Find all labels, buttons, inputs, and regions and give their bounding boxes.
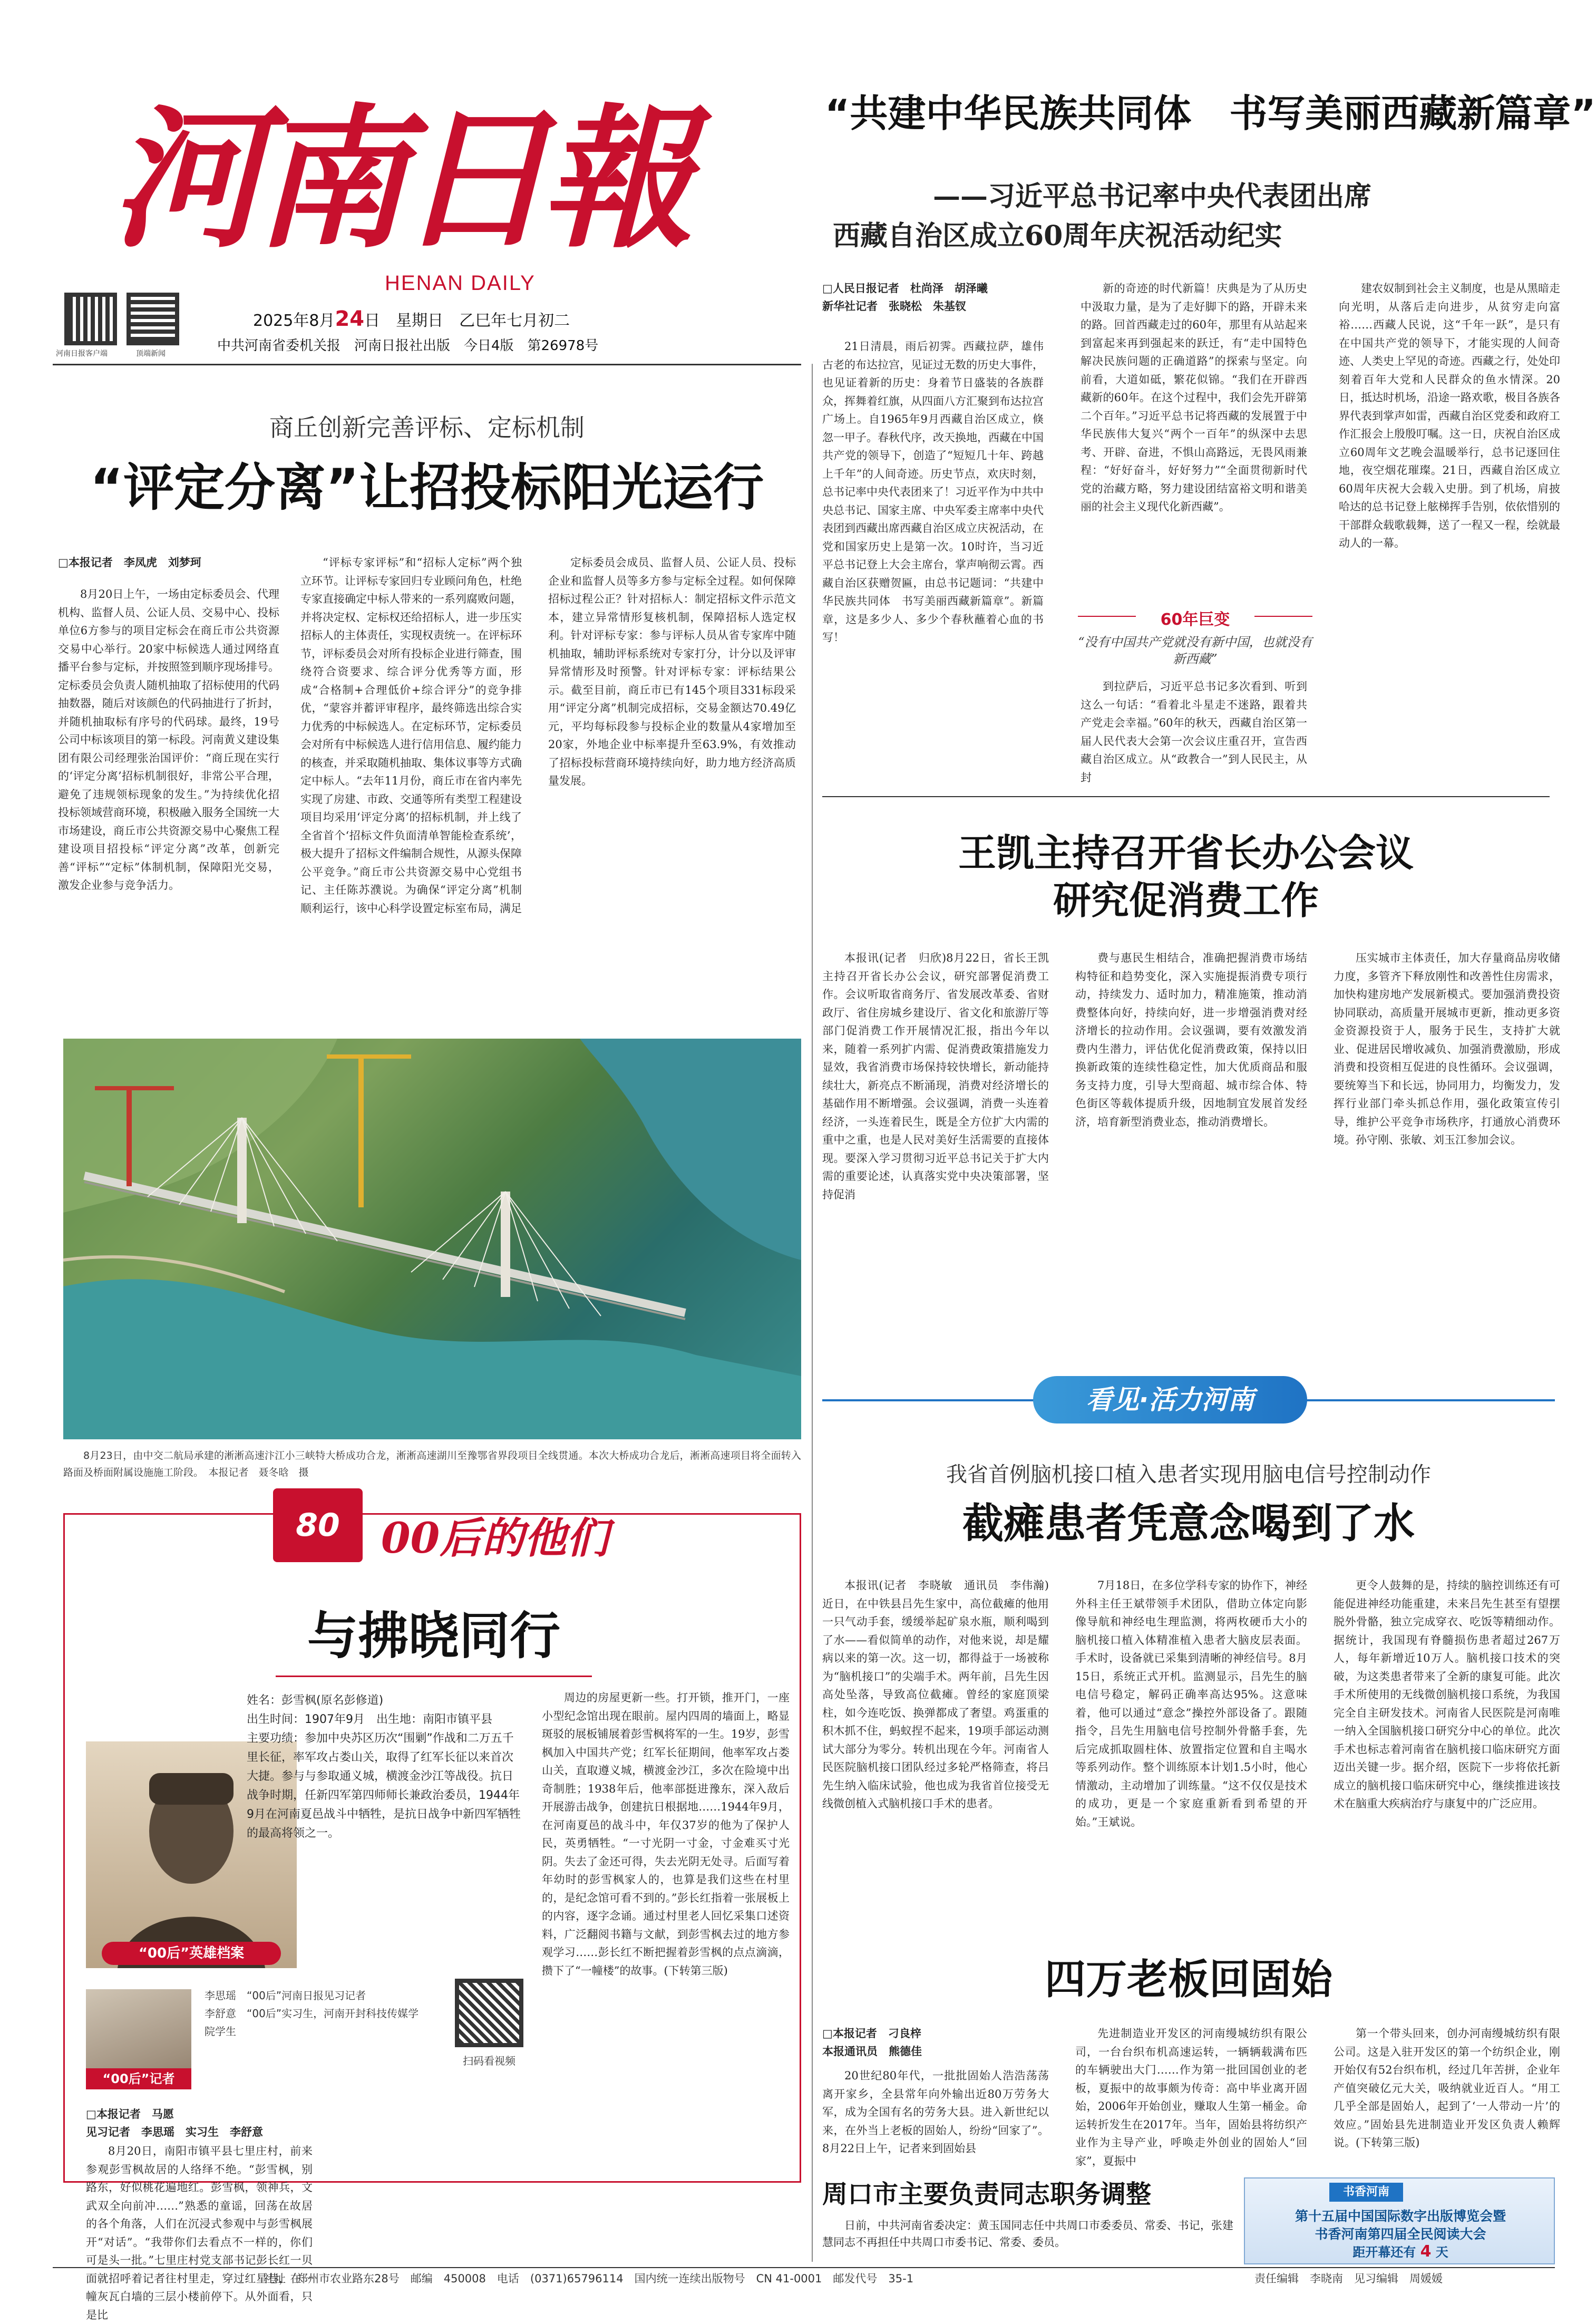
lead-col-2b: 到拉萨后，习近平总书记多次看到、听到这么一句话：“看着北斗星走不迷路，跟着共产党走会幸福。”60年的秋天，西藏自治区第一届人民代表大会第一次会议庄重召开，宣告西藏自治区成立。从“政教合一”到人民民主，从封	[1081, 680, 1307, 784]
laoban-col-2: 先进制造业开发区的河南缦城纺织有限公司，一台台织布机高速运转，一辆辆载满布匹的车辆驶出大门……作为第一批回国创业的老板，夏振中的故事颇为传奇：高中毕业离开固始，2006年开始创业，赚取人生第一桶金。命运转折发生在2017年。当年，固始县将纺织产业作为主导产业，呼唤走外创业的固始人“回家”，夏振中	[1075, 2027, 1307, 2167]
portrait-label: “00后”英雄档案	[102, 1942, 281, 1965]
shangqiu-col-3: 定标委员会成员、监督人员、公证人员、投标企业和监督人员等多方参与定标全过程。如何保障招标过程公正？针对招标人：制定招标文件示范文本，建立异常情形复核机制，保障招标人选定权利。针对评标专家：参与评标人员从省专家库中随机抽取，辅助评标系统对专家打分，计分以及评审异常情形及时预警。针对评标专家：评标结果公示。截至目前，商丘市已有145个项目331标段采用“评定分离”机制完成招标，交易金额达70.49亿元，平均每标段参与投标企业的数量从4家增加至20家，外地企业中标率提升至63.9%，有效推动了招标投标营商环境持续向好，助力地方经济高质量发展。	[548, 556, 796, 787]
book-fair-ad[interactable]	[1244, 2177, 1555, 2264]
shangqiu-kicker: 商丘创新完善评标、定标机制	[269, 413, 585, 442]
vertical-divider-main	[812, 364, 813, 2262]
crane-left	[126, 1086, 132, 1186]
ad-line-1: 第十五届中国国际数字出版博览会暨	[1295, 2209, 1506, 2224]
lead-rule-bottom	[822, 796, 1550, 797]
river-water	[63, 1279, 801, 1439]
lead-col-2: 新的奇迹的时代新篇！庆典是为了从历史中汲取力量，是为了走好脚下的路，开辟未来的路。回首西藏走过的60年，那里有从站起来到富起来再到强起来的跃迁，有“走中国特色解决民族问题的正确道路”的探索与坚定。向前看，大道如砥，繁花似锦。“我们在开辟西藏新的60年。在这个过程中，我们会先开辟第二个百年。”习近平总书记将西藏的发展置于中华民族伟大复兴“两个一百年”的纵深中去思考、开辟、奋进，不惧山高路远，无畏风雨兼程：“好好奋斗，好好努力”“全面贯彻新时代党的治藏方略，努力建设团结富裕文明和谐美丽的社会主义现代化新西藏”。	[1081, 282, 1307, 513]
shangqiu-byline: □本报记者 李凤虎 刘梦珂	[58, 556, 201, 569]
hou00-col-2: 周边的房屋更新一些。打开锁，推开门，一座小型纪念馆出现在眼前。屋内四周的墙面上，略显斑驳的展板铺展着彭雪枫将军的一生。19岁，彭雪枫加入中国共产党；红军长征期间，他率军攻占娄山关，直取遵义城，横渡金沙江，多次在险境中出奇制胜；1938年后，他率部挺进豫东，深入敌后开展游击战争，创建抗日根据地……1944年9月，在河南夏邑的战斗中，年仅37岁的他为了保护人民，英勇牺牲。“一寸光阴一寸金，寸金难买寸光阴。失去了金还可得，失去光阴无处寻。后面写着年幼时的彭雪枫家人的，也算是我们这些在村里的，是纪念馆可看不到的。”彭长红指着一张展板上的内容，逐字念诵。通过村里老人回忆采集口述资料，广泛翻阅书籍与文献，到彭雪枫去过的地方参观学习……彭长红不断把握着彭雪枫的点点滴滴，攒下了“一幢楼”的故事。(下转第三版)	[542, 1691, 790, 1977]
meeting-col-1: 本报讯(记者 归欣)8月22日，省长王凯主持召开省长办公会议，研究部署促消费工作。会议听取省商务厅、省发展改革委、省财政厅、省住房城乡建设厅、省文化和旅游厅等部门促消费工作开展情况汇报，指出今年以来，随着一系列扩内需、促消费政策措施发力显效，我省消费市场保持较快增长，新动能持续壮大，新亮点不断涌现，消费对经济增长的基础作用不断增强。会议强调，消费一头连着经济，一头连着民生，既是全方位扩大内需的重中之重，也是人民对美好生活需要的直接体现。要深入学习贯彻习近平总书记关于扩大内需的重要论述，认真落实党中央决策部署，坚持促消	[822, 952, 1049, 1201]
huoli-title[interactable]: 截瘫患者凭意念喝到了水	[962, 1500, 1415, 1547]
publisher-line: 中共河南省委机关报 河南日报社出版 今日4版 第26978号	[217, 338, 599, 354]
qr-code-news[interactable]	[126, 293, 179, 345]
box-title: 60年巨变	[1160, 611, 1230, 629]
qr-caption-news: 顶端新闻	[136, 350, 166, 358]
hou00-byline: □本报记者 马愿 见习记者 李思瑶 实习生 李舒意	[86, 2108, 263, 2138]
zhoukou-body: 日前，中共河南省委决定：黄玉国同志任中共周口市委委员、常委、书记，张建慧同志不再担任中共周口市委书记、常委、委员。	[822, 2219, 1233, 2249]
zhoukou-title[interactable]: 周口市主要负责同志职务调整	[822, 2180, 1152, 2209]
hou00-title[interactable]: 与拂晓同行	[307, 1606, 560, 1665]
huoli-col-2: 7月18日，在多位学科专家的协作下，神经外科主任王斌带领手术团队，借助立体定向影像导航和神经电生理监测，将两枚硬币大小的脑机接口植入体精准植入患者大脑皮层表面。手术时，设备就已采集到清晰的神经信号。8月15日，系统正式开机。监测显示，吕先生的脑电信号稳定，解码正确率高达95%。这意味着，他可以通过“意念”操控外部设备了。跟随指令，吕先生用脑电信号控制外骨骼手套，先后完成抓取圆柱体、放置指定位置和自主喝水等系列动作。整个训练原本计划1.5小时，他心情激动，主动增加了训练量。“这不仅仅是技术的成功，更是一个家庭重新看到希望的开始。”王斌说。	[1075, 1579, 1307, 1828]
bridge-tower-left	[237, 1118, 247, 1223]
shangqiu-title[interactable]: “评定分离”让招投标阳光运行	[90, 458, 764, 517]
ad-countdown-days: 4	[1420, 2242, 1432, 2261]
author-intro: 李思瑶 “00后”河南日报见习记者 李舒意 “00后”实习生，河南开封科技传媒学院学生	[205, 1989, 419, 2038]
date-suffix: 日 星期日 乙巳年七月初二	[364, 312, 570, 330]
photo-scene	[63, 1039, 801, 1439]
lead-headline[interactable]: “共建中华民族共同体 书写美丽西藏新篇章”	[825, 91, 1596, 135]
shangqiu-col-2: “评标专家评标”和“招标人定标”两个独立环节。让评标专家回归专业顾问角色，杜绝专家直接确定中标人带来的一系列腐败问题，并将决定权、定标权还给招标人，进一步压实招标人的主体责任，实现权责统一。在评标环节，评标委员会对所有投标企业进行筛查，围绕符合资要求、综合评分优秀等方面，形成“合格制+合理低价+综合评分”的竞争排优，“蒙容并蓄评审程序，最终筛选出综合实力优秀的中标候选人。在定标环节，定标委员会对所有中标候选人进行信用信息、履约能力的核查，并采取随机抽取、集体议事等方式确定中标人。“去年11月份，商丘市在省内率先实现了房建、市政、交通等所有类型工程建设项目均采用‘评定分离’的招标机制，并上线了全省首个‘招标文件负面清单智能检查系统’，极大提升了招标文件编制合规性，从源头保障公平竞争。”商丘市公共资源交易中心党组书记、主任陈苏濮说。为确保“评定分离”机制顺利运行，该中心科学设置定标室布局，满足	[300, 556, 522, 915]
meeting-title-2: 研究促消费工作	[1053, 878, 1319, 923]
footer-left: 社址 郑州市农业路东28号 邮编 450008 电话 (0371)65796114 国内统一连续出版物号 CN 41-0001 邮发代号 35-1	[264, 2272, 914, 2285]
shangqiu-col-1: 8月20日上午，一场由定标委员会、代理机构、监督人员、公证人员、交易中心、投标单位6方参与的项目定标会在商丘市公共资源交易中心举行。20家中标候选人通过网络直播平台参与定标，并按照签到顺序现场排号。定标委员会负责人随机抽取了招标使用的代码抽数器，随后对该颜色的代码抽进行了折封，并随机抽取标有序号的代码球。最终，19号公司中标该项目的第一标段。河南黄义建设集团有限公司经理张治国评价：“商丘现在实行的‘评定分离’招标机制很好，非常公平合理，避免了违规领标现象的发生。”为持续优化招投标领域营商环境，积极融入服务全国统一大市场建设，商丘市公共资源交易中心聚焦工程建设项目招投标“评定分离”改革，创新完善“评标”“定标”体制机制，保障阳光交易，激发企业参与竞争活力。	[58, 588, 279, 892]
crane-right-arm	[327, 1054, 411, 1059]
date-prefix: 2025年8月	[253, 312, 335, 330]
logo: 河南日報	[111, 90, 684, 269]
footer-rule	[53, 2267, 1555, 2268]
lead-col-3: 建农奴制到社会主义制度，也是从黑暗走向光明，从落后走向进步，从贫穷走向富裕……西藏人民说，这“千年一跃”，是只有在中国共产党的领导下，才能实现的人间奇迹、人类史上罕见的奇迹。西藏之行，处处印刻着百年大党和人民群众的鱼水情深。20日，抵达时机场，沿途一路欢歌，极目各族各界代表到掌声如雷，西藏自治区党委和政府工作汇报会上殷殷叮嘱。这一日，庆祝自治区成立60周年文艺晚会温暖举行，总书记逐回住地，夜空烟花璀璨。21日，西藏自治区成立60周年庆祝大会载入史册。到了机场，肩披哈达的总书记登上舷梯挥手告别，依依惜别的干部群众载歌载舞，送了一程又一程，绘就最动人的一幕。	[1339, 282, 1560, 549]
video-qr-caption: 扫码看视频	[463, 2055, 515, 2067]
bridge-photo[interactable]	[63, 1039, 801, 1439]
lead-subtitle-1: ——习近平总书记率中央代表团出席	[933, 180, 1372, 212]
box-rule-right	[1254, 616, 1312, 617]
lake-right	[580, 1039, 801, 1260]
hou00-badge: 80	[273, 1488, 363, 1562]
lead-col-1: 21日清晨，雨后初霁。西藏拉萨，雄伟古老的布达拉宫，见证过无数的历史大事件，也见证着新的历史：身着节日盛装的各族群众，挥舞着红旗，从四面八方汇聚到布达拉宫广场上。自1965年9月西藏自治区成立，倏忽一甲子。春秋代序，改天换地，西藏在中国共产党的领导下，创造了“短短几十年、跨越上千年”的人间奇迹。历史节点，欢庆时刻，总书记率中央代表团来了！习近平作为中共中央总书记、国家主席、中央军委主席率中央代表团到西藏出席西藏自治区成立庆祝活动，在党和国家历史上是第一次。10时许，当习近平总书记登上大会主席台，掌声响彻云霄。西藏自治区获赠贺匾，由总书记题词：“共建中华民族共同体 书写美丽西藏新篇章”。新篇章，这是多少人、多少个春秋蘸着心血的书写！	[822, 340, 1044, 644]
box-rule-left	[1078, 616, 1136, 617]
hou00-tag: 00后的他们	[381, 1513, 609, 1563]
sixty-years-box	[1078, 606, 1312, 670]
masthead	[53, 63, 817, 359]
lead-subtitle-2: 西藏自治区成立60周年庆祝活动纪实	[833, 220, 1282, 252]
laoban-byline: □本报记者 刁良梓 本报通讯员 熊德佳	[822, 2027, 922, 2058]
ad-line-2: 书香河南第四届全民阅读大会	[1315, 2226, 1486, 2242]
huoli-col-3: 更令人鼓舞的是，持续的脑控训练还有可能促进神经功能重建，未来吕先生甚至有望摆脱外骨骼，独立完成穿衣、吃饭等精细动作。据统计，我国现有脊髓损伤患者超过267万人，每年新增近10万人。脑机接口技术的突破，为这类患者带来了全新的康复可能。此次手术所使用的无线微创脑机接口系统，为我国完全自主研发技术。河南省人民医院是河南唯一纳入全国脑机接口研究分中心的单位。此次手术也标志着河南省在脑机接口临床研究方面迈出关键一步。据介绍，医院下一步将依托新成立的脑机接口临床研究中心，继续推进该技术在脑重大疾病治疗与康复中的广泛应用。	[1334, 1579, 1560, 1810]
huoli-banner[interactable]: 看见·活力河南	[1033, 1376, 1307, 1424]
author-photo	[86, 1989, 191, 2089]
laoban-col-3: 第一个带头回来，创办河南缦城纺织有限公司。这是入驻开发区的第一个纺织企业，刚开始仅有52台织布机，经过几年苦拼，企业年产值突破亿元大关，吸纳就业近百人。“用工几乎全部是固始人，起到了‘一人带动一片’的效应。”固始县先进制造业开发区负责人赖辉说。(下转第三版)	[1334, 2027, 1560, 2149]
footer-right: 责任编辑 李晓南 见习编辑 周媛媛	[1254, 2272, 1443, 2285]
laoban-col-1: 20世纪80年代，一批批固始人浩浩荡荡离开家乡，全县常年向外输出近80万劳务大军，成为全国有名的劳务大县。进入新世纪以来，在外当上老板的固始人，纷纷“回家了”。8月22日上午，记者来到固始县	[822, 2069, 1049, 2155]
meeting-title-1[interactable]: 王凯主持召开省长办公会议	[958, 831, 1414, 875]
hou00-col-1: 8月20日，南阳市镇平县七里庄村，前来参观彭雪枫故居的人络绎不绝。“彭雪枫，别路东，好似桃花遍地红。彭雪枫，领神兵，文武双全向前冲……”熟悉的童谣，回荡在故居的各个角落，人们在沉浸式参观中与彭雪枫展开“对话”。“我带你们去看点不一样的，你们可是头一批。”七里庄村党支部书记彭长红一贝面就招呼着记者往村里走，穿过红星巷，在一幢灰瓦白墙的三层小楼前停下。从外面看，只是比	[86, 2145, 313, 2321]
ad-logo: 书香河南	[1329, 2183, 1403, 2202]
shangqiu-rule-top	[53, 364, 801, 365]
ad-countdown-pre: 距开幕还有	[1352, 2245, 1416, 2260]
box-quote: “没有中国共产党就没有新中国，也就没有新西藏”	[1078, 635, 1312, 666]
lead-byline: □人民日报记者 杜尚泽 胡泽曦 新华社记者 张晓松 朱基钗	[822, 282, 988, 313]
logo-english: HENAN DAILY	[385, 272, 536, 295]
crane-left-arm	[95, 1086, 174, 1090]
bridge-tower-right	[501, 1192, 510, 1297]
qr-code-app[interactable]	[64, 293, 117, 345]
ad-countdown-post: 天	[1435, 2245, 1448, 2260]
issue-date	[253, 307, 570, 331]
meeting-col-2: 费与惠民生相结合，准确把握消费市场结构特征和趋势变化，深入实施提振消费专项行动，持续发力、适时加力，精准施策，推动消费整体向好，持续向好，进一步增强消费对经济增长的拉动作用。会议强调，要有效激发消费内生潜力，评估优化促消费政策，保持以旧换新政策的连续性稳定性，加大优质商品和服务支持力度，引导大型商超、城市综合体、特色街区等载体提质升级，因地制宜发展首发经济，培育新型消费业态，推动消费增长。	[1075, 952, 1307, 1128]
crane-right	[358, 1054, 364, 1207]
hou00-rule	[276, 1676, 592, 1677]
photo-caption: 8月23日，由中交二航局承建的淅淅高速汴江小三峡特大桥成功合龙，淅淅高速湖川至豫鄂省界段项目全线贯通。本次大桥成功合龙后，淅淅高速项目将全面转入路面及桥面附属设施施工阶段。 本报记者 聂冬晗 摄	[63, 1450, 801, 1478]
huoli-band	[822, 1371, 1555, 1429]
laoban-title[interactable]: 四万老板回固始	[1044, 1956, 1332, 2003]
huoli-kicker: 我省首例脑机接口植入患者实现用脑电信号控制动作	[946, 1463, 1431, 1487]
date-day: 24	[335, 307, 365, 331]
author-label: “00后”记者	[86, 2068, 191, 2089]
hero-profile: 姓名：彭雪枫(原名彭修道) 出生时间：1907年9月 出生地：南阳市镇平县 主要功绩：参加中央苏区历次“围剿”作战和二万五千里长征，率军攻占娄山关，取得了红军长征以来首次大捷。参与与参取通义城，横渡金沙江等战役。抗日战争时期，任新四军第四师师长兼政治委员，1944年9月在河南夏邑战斗中牺牲，是抗日战争中新四军牺牲的最高将领之一。	[247, 1694, 521, 1840]
video-qr-code[interactable]	[455, 1979, 523, 2047]
ad-countdown	[1250, 2242, 1551, 2261]
huoli-col-1: 本报讯(记者 李晓敏 通讯员 李伟瀚)近日，在中铁县吕先生家中，高位截瘫的他用一只气动手套，缓缓举起矿泉水瓶，顺利喝到了水——看似简单的动作，对他来说，却是耀病以来的第一次。这一切，都得益于一场被称为“脑机接口”的尖端手术。两年前，吕先生因高处坠落，导致高位截瘫。曾经的家庭顶梁柱，如今连吃饭、换弹都成了奢望。鸡蛋重的积木抓不住，蚂蚁捏不起来，19项手部运动测试大部分为零分。转机出现在今年。河南省人民医院脑机接口团队经过多轮严格筛查，将吕先生纳入临床试验，他也成为我省首位接受无线微创植入式脑机接口手术的患者。	[822, 1579, 1049, 1810]
qr-caption-app: 河南日报客户端	[56, 350, 108, 358]
meeting-col-3: 压实城市主体责任，加大存量商品房收储力度，多管齐下释放刚性和改善性住房需求，加快构建房地产发展新模式。要加强消费投资协同联动，高质量开展城市更新，推动更多资金资源投资于人，服务于民生，支持扩大就业、促进居民增收减负、加强消费激励，形成消费和投资相互促进的良性循环。会议强调，要统筹当下和长远，协同用力，均衡发力，发挥行业部门牵头抓总作用，强化政策宣传引导，维护公平竞争市场秩序，打通放心消费环境。孙守刚、张敏、刘玉江参加会议。	[1334, 952, 1560, 1146]
